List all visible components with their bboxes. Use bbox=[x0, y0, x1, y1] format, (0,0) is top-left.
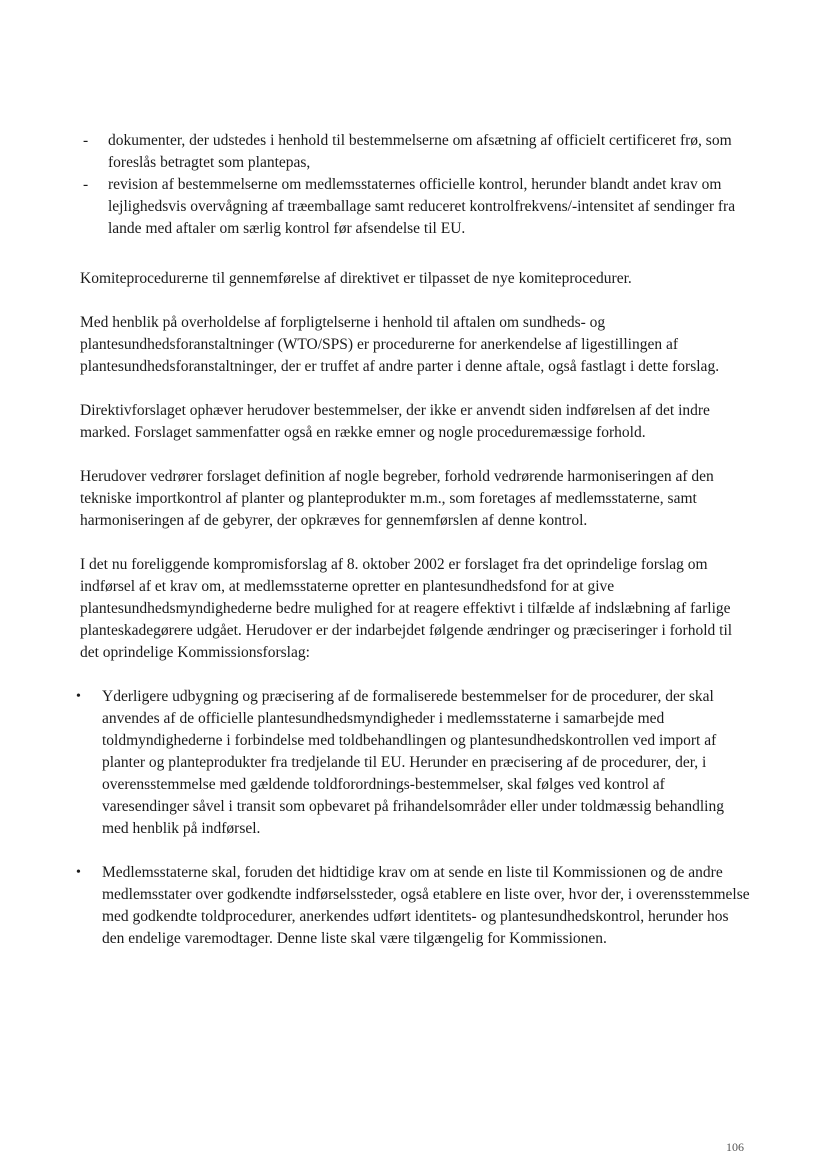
list-item bbox=[76, 862, 752, 950]
list-item-text: dokumenter, der udstedes i henhold til bestemmelserne om afsætning af officielt certificeret frø, som foreslås betragtet som plantepas, bbox=[108, 132, 732, 171]
list-item-text: Medlemsstaterne skal, foruden det hidtidige krav om at sende en liste til Kommissionen og de andre medlemsstater over godkendte indførselssteder, også etablere en liste over, hvor der, i overensstemmelse med godkendte toldprocedurer, anerkendes udført identitets- og plantesundhedskontrol, herunder hos den endelige varemodtager. Denne liste skal være tilgængelig for Kommissionen. bbox=[102, 864, 750, 947]
page-number: 106 bbox=[726, 1140, 744, 1154]
bullet-marker: • bbox=[76, 689, 81, 704]
paragraph-repeal: Direktivforslaget ophæver herudover bestemmelser, der ikke er anvendt siden indførelsen af det indre marked. Forslaget sammenfatter også en række emner og nogle proceduremæssige forhold. bbox=[80, 402, 710, 441]
page-body bbox=[76, 130, 752, 972]
list-item-text: revision af bestemmelserne om medlemsstaternes officielle kontrol, herunder blandt andet krav om lejlighedsvis overvågning af træemballage samt reduceret kontrolfrekvens/-intensitet af sendinger fra lande med aftaler om særlig kontrol før afsendelse til EU. bbox=[108, 176, 736, 237]
list-item bbox=[80, 130, 752, 174]
paragraph-wto-sps: Med henblik på overholdelse af forpligtelserne i henhold til aftalen om sundheds- og plantesundhedsforanstaltninger (WTO/SPS) er procedurerne for anerkendelse af ligestillingen af plantesundhedsforanstaltninger, der er truffet af andre parter i denne aftale, også fastlagt i dette forslag. bbox=[80, 314, 720, 375]
paragraph-committee-procedures: Komiteprocedurerne til gennemførelse af direktivet er tilpasset de nye komiteprocedurer. bbox=[80, 270, 632, 287]
dash-marker: - bbox=[83, 132, 89, 149]
dash-marker: - bbox=[83, 176, 89, 193]
paragraph-definitions: Herudover vedrører forslaget definition af nogle begreber, forhold vedrørende harmoniseringen af den tekniske importkontrol af planter og planteprodukter m.m., som foretages af medlemsstaterne, samt harmoniseringen af de gebyrer, der opkræves for gennemførslen af denne kontrol. bbox=[80, 468, 714, 529]
bullet-marker: • bbox=[76, 865, 81, 880]
dash-list bbox=[80, 130, 752, 240]
list-item bbox=[76, 686, 752, 840]
bullet-list bbox=[76, 686, 752, 950]
list-item bbox=[80, 174, 752, 240]
paragraph-compromise-proposal: I det nu foreliggende kompromisforslag af 8. oktober 2002 er forslaget fra det oprindelige forslag om indførsel af et krav om, at medlemsstaterne opretter en plantesundhedsfond for at give plantesundhedsmyndighederne bedre mulighed for at reagere effektivt i tilfælde af indslæbning af farlige planteskadegørere udgået. Herudover er der indarbejdet følgende ændringer og præciseringer i forhold til det oprindelige Kommissionsforslag: bbox=[80, 556, 733, 661]
list-item-text: Yderligere udbygning og præcisering af de formaliserede bestemmelser for de procedurer, der skal anvendes af de officielle plantesundhedsmyndigheder i medlemsstaterne i samarbejde med toldmyndighederne i forbindelse med toldbehandlingen og plantesundhedskontrollen ved import af planter og planteprodukter fra tredjelande til EU. Herunder en præcisering af de procedurer, der, i overensstemmelse med gældende toldforordnings-bestemmelser, skal følges ved kontrol af varesendinger såvel i transit som opbevaret på frihandelsområder eller under toldmæssig behandling med henblik på indførsel. bbox=[102, 688, 724, 837]
